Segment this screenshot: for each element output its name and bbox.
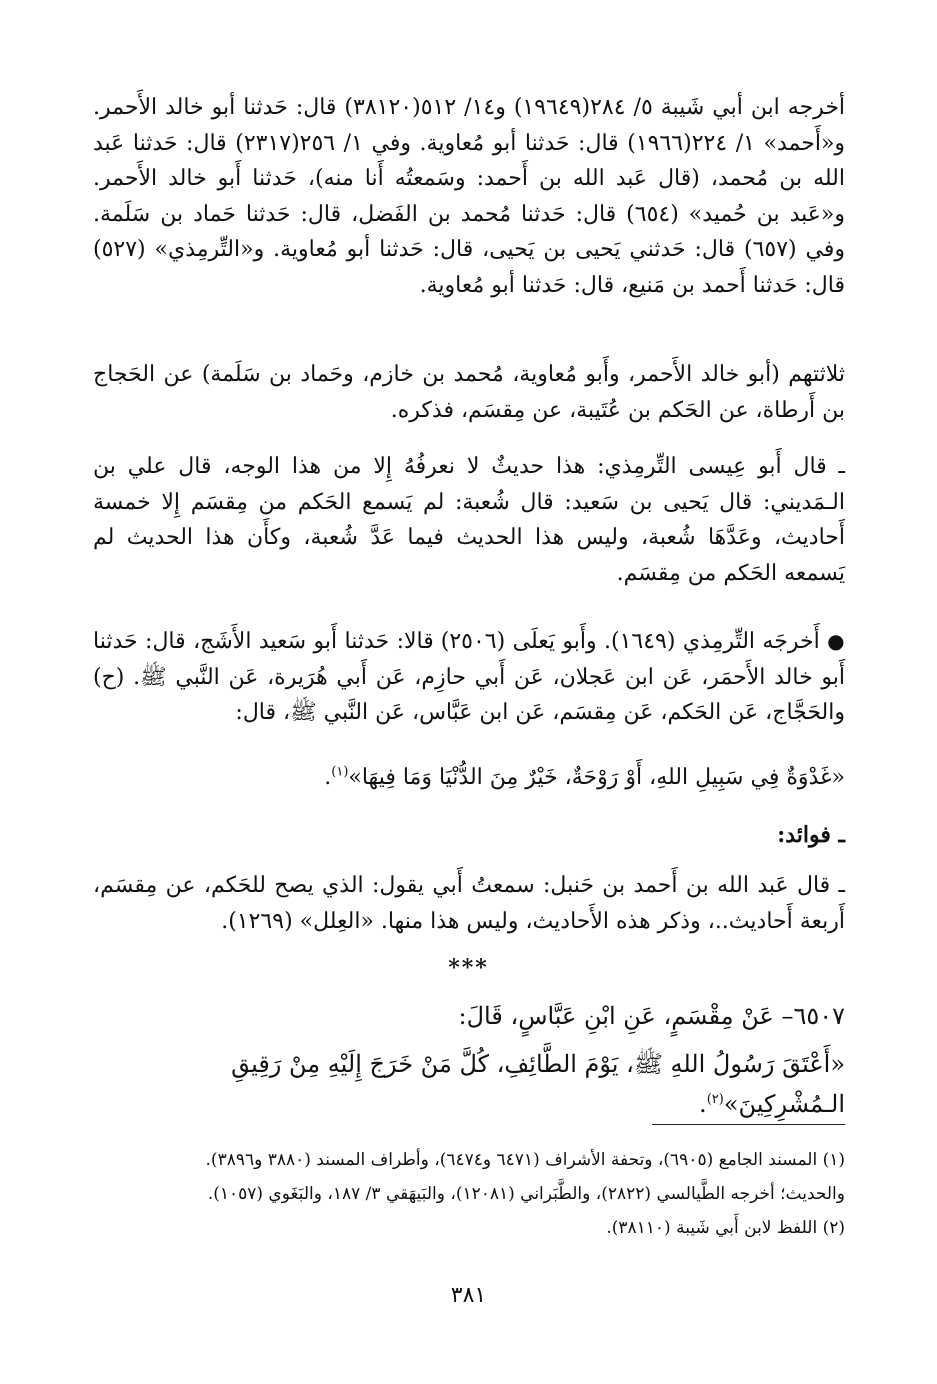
page-number: ٣٨١ — [450, 1283, 487, 1308]
footnote-line: والحديث؛ أخرجه الطَّيالسي (٢٨٢٢)، والطَّبَراني (١٢٠٨١)، والبَيهَقي ٣/ ١٨٧، والبَغَوي (١٠٥٧). — [207, 1184, 845, 1204]
hadith-text — [93, 1044, 845, 1124]
bullet-icon: ● — [827, 629, 845, 653]
narrators-paragraph: ثلاثتهم (أبو خالد الأَحمر، وأَبو مُعاوية، مُحمد بن خازم، وحَماد بن سَلَمة) عن الحَجاج بن أَرطاة، عن الحَكم بن عُتَيبة، عن مِقسَم، فذكره. — [93, 362, 845, 423]
period: . — [324, 765, 332, 790]
footnote-line: (٢) اللفظ لابن أَبي شَيبة (٣٨١١٠). — [606, 1218, 845, 1238]
hadith-isnad: – عَنْ مِقْسَمٍ، عَنِ ابْنِ عَبَّاسٍ، قَالَ: — [458, 1002, 794, 1030]
footnote-ref-1: (١) — [331, 764, 349, 780]
benefits-paragraph: ـ قال عَبد الله بن أَحمد بن حَنبل: سمعتُ أَبي يقول: الذي يصح للحَكم، عن مِقسَم، أَربعة أَحاديث..، وذكر هذه الأَحاديث، وليس هذا منها. «العِلل» (١٢٦٩). — [93, 873, 845, 934]
hadith-matn-text: «غَدْوَةٌ فِي سَبِيلِ اللهِ، أَوْ رَوْحَةٌ، خَيْرٌ مِنَ الدُّنْيَا وَمَا فِيهَا» — [348, 765, 845, 790]
hadith-number: ٦٥٠٧ — [793, 1002, 845, 1030]
benefits-heading: ـ فوائد: — [777, 822, 845, 848]
footnotes — [93, 1143, 845, 1245]
hadith-matn: «أَعْتَقَ رَسُولُ اللهِ ﷺ، يَوْمَ الطَّائِفِ، كُلَّ مَنْ خَرَجَ إِلَيْهِ مِنْ رَقِيقِ الـمُشْرِكِينَ» — [231, 1050, 845, 1118]
takhrij-paragraph: أخرجه ابن أبي شَيبة ٥/ ٢٨٤(١٩٦٤٩) و١٤/ ٥١٢(٣٨١٢٠) قال: حَدثنا أبو خالد الأَحمر. و«أَحمد» ١/ ٢٢٤(١٩٦٦) قال: حَدثنا أبو مُعاوية. وفي ١/ ٢٥٦(٢٣١٧) قال: حَدثنا عَبد الله بن مُحمد، (قال عَبد الله بن أَحمد: وسَمعتُه أَنا منه)، حَدثنا أَبو خالد الأَحمر. و«عَبد بن حُميد» (٦٥٤) قال: حَدثنا مُحمد بن الفَضل، قال: حَدثنا حَماد بن سَلَمة. وفي (٦٥٧) قال: حَدثني يَحيى بن يَحيى، قال: حَدثنا أبو مُعاوية. و«التِّرمِذي» (٥٢٧) قال: حَدثنا أَحمد بن مَنيع، قال: حَدثنا أبو مُعاوية. — [93, 95, 846, 298]
footnote-ref-2: (٢) — [706, 1092, 724, 1107]
hadith-chain-paragraph — [93, 624, 845, 731]
section-divider: *** — [448, 955, 489, 981]
hadith-heading — [93, 996, 845, 1036]
hadith-chain-text: أَخرجَه التِّرمِذي (١٦٤٩). وأَبو يَعلَى (٢٥٠٦) قالا: حَدثنا أَبو سَعيد الأَشَج، قال: حَدثنا أَبو خالد الأَحمَر، عَن ابن عَجلان، عَن أَبي حازِم، عَن أَبي هُرَيرة، عَن النَّبي ﷺ. (ح) والحَجَّاج، عَن الحَكم، عَن مِقسَم، عَن ابن عَبَّاس، عَن النَّبي ﷺ، قال: — [93, 629, 845, 725]
hadith-matn-paragraph — [93, 760, 845, 796]
period: . — [699, 1090, 707, 1118]
tirmidhi-comment-paragraph: ـ قال أَبو عِيسى التِّرمِذي: هذا حديثٌ لا نعرفُهُ إِلا من هذا الوجه، قال علي بن الـمَديني: قال يَحيى بن سَعيد: قال شُعبة: لم يَسمع الحَكم من مِقسَم إِلا خمسة أَحاديث، وعَدَّهَا شُعبة، وليس هذا الحديث فيما عَدَّ شُعبة، وكأَن هذا الحديث لم يَسمعه الحَكم من مِقسَم. — [93, 454, 845, 586]
footnote-line: (١) المسند الجامع (٦٩٠٥)، وتحفة الأشراف (٦٤٧١ و٦٤٧٤)، وأطراف المسند (٣٨٨٠ و٣٨٩٦). — [205, 1150, 845, 1170]
footnote-separator — [652, 1124, 845, 1125]
